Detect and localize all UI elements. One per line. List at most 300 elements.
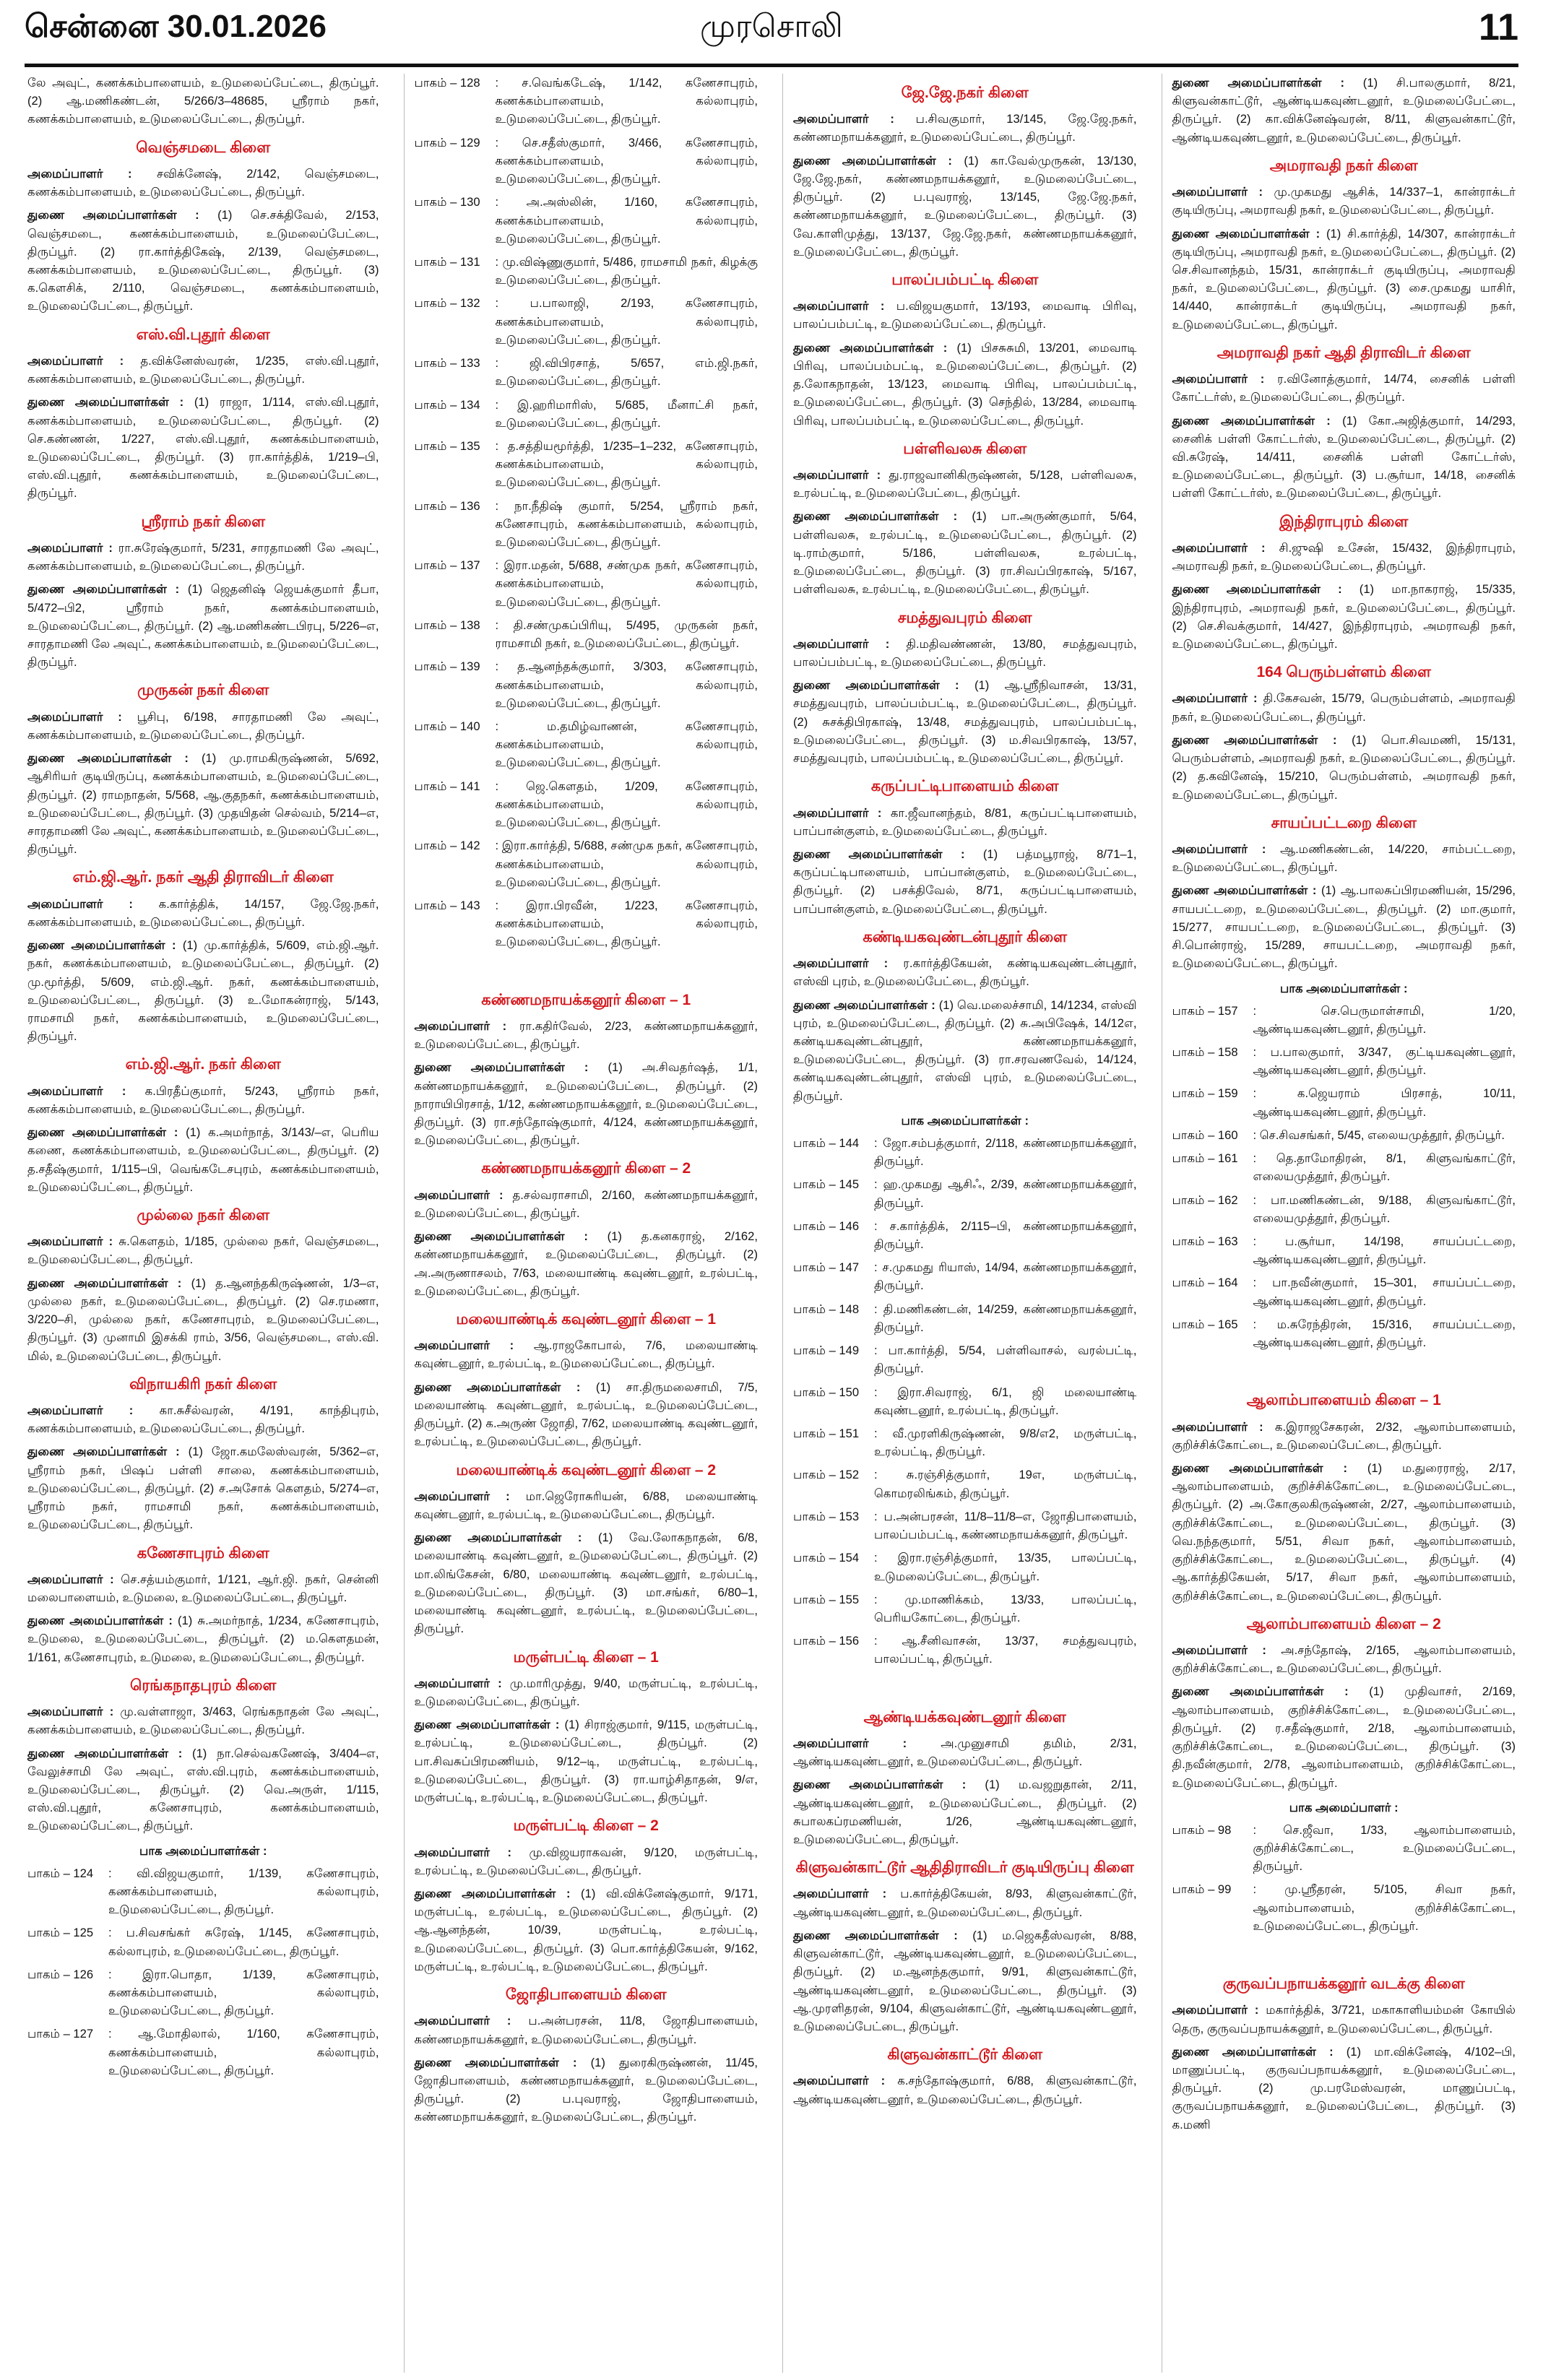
booth-number: பாகம் – 138	[414, 618, 480, 632]
booth-details: : இரா.சிவராஜ், 6/1, ஜி மலையாண்டி கவுண்டனூர், உரல்பட்டி, திருப்பூர்.	[874, 1385, 1137, 1417]
branch-section	[793, 440, 1137, 599]
branch-section	[793, 1708, 1137, 1849]
member-entry	[27, 708, 379, 744]
branch-section	[27, 1206, 379, 1365]
booth-details: : த.சத்தியமூர்த்தி, 1/235–1–232, கணேசாபுரம், கணக்கம்பாளையம், கல்லாபுரம், உடுமலைப்பேட்டை, திருப்பூர்.	[495, 438, 758, 490]
member-details: பூசிபு, 6/198, சாரதாமணி லே அவுட், கணக்கம்பாளையம், உடுமலைப்பேட்டை, திருப்பூர்.	[27, 709, 379, 742]
column-3	[782, 74, 1140, 2373]
member-entry	[1172, 840, 1516, 876]
role-label: துணை அமைப்பாளர்கள் :	[1172, 1684, 1349, 1699]
member-entry	[27, 749, 379, 858]
booth-details: : வி.விஜயகுமார், 1/139, கணேசாபுரம், கணக்கம்பாளையம், கல்லாபுரம், உடுமலைப்பேட்டை, திருப்பூர்.	[108, 1866, 379, 1917]
member-details: மு.மாரிமுத்து, 9/40, மருள்பட்டி, உரல்பட்டி, உடுமலைப்பேட்டை, திருப்பூர்.	[414, 1676, 758, 1708]
branch-section	[793, 2046, 1137, 2108]
booth-row	[793, 1341, 1137, 1377]
member-details: மு.முகமது ஆசிக், 14/337–1, கான்ராக்டர் குடியிருப்பு, அமராவதி நகர், உடுமலைப்பேட்டை, திருப்பூர்.	[1172, 185, 1516, 217]
member-entry	[793, 2072, 1137, 2108]
member-details: (1) வி.விக்னேஷ்குமார், 9/171, மருள்பட்டி, உரல்பட்டி, உடுமலைப்பேட்டை, திருப்பூர். (2) ஆ.ஆனந்தன், 10/39, மருள்பட்டி, உரல்பட்டி, உடுமலைப்பேட்டை, திருப்பூர். (3) பொ.கார்த்திகேயன், 9/162, மருள்பட்டி, உரல்பட்டி, உடுமலைப்பேட்டை, திருப்பூர்.	[414, 1887, 758, 1973]
role-label: அமைப்பாளர் :	[1172, 185, 1263, 199]
continued-text: லே அவுட், கணக்கம்பாளையம், உடுமலைப்பேட்டை, திருப்பூர். (2) ஆ.மணிகண்டன், 5/266/3–48685, ஸ்ரீராம் நகர், கணக்கம்பாளையம், உடுமலைப்பேட்டை, திருப்பூர்.	[27, 76, 379, 126]
booth-details: : இரா.கார்த்தி, 5/688, சண்முக நகர், கணேசாபுரம், கணக்கம்பாளையம், கல்லாபுரம், உடுமலைப்பேட்டை, திருப்பூர்.	[495, 839, 758, 889]
member-details: து.ராஜவானிகிருஷ்ணன், 5/128, பள்ளிவலசு, உரல்பட்டி, உடுமலைப்பேட்டை, திருப்பூர்.	[793, 468, 1137, 501]
booth-details: : அ.அஸ்லின், 1/160, கணேசாபுரம், கணக்கம்பாளையம், கல்லாபுரம், உடுமலைப்பேட்டை, திருப்பூர்.	[495, 195, 758, 246]
booth-number: பாகம் – 156	[793, 1634, 860, 1648]
role-label: துணை அமைப்பாளர்கள் :	[1172, 2044, 1334, 2059]
booth-details: : ஆ.மோதிலால், 1/160, கணேசாபுரம், கணக்கம்பாளையம், கல்லாபுரம், உடுமலைப்பேட்டை, திருப்பூர்.	[108, 2027, 379, 2077]
booth-number: பாகம் – 127	[27, 2027, 94, 2041]
role-label: அமைப்பாளர் :	[1172, 691, 1258, 706]
booth-number: பாகம் – 158	[1172, 1045, 1238, 1059]
member-entry	[1172, 183, 1516, 219]
role-label: அமைப்பாளர் :	[793, 805, 882, 820]
booth-details: : செ.சிவசங்கர், 5/45, எலையமுத்தூர், திருப்பூர்.	[1253, 1128, 1505, 1142]
branch-title: ஆண்டியக்கவுண்டனூர் கிளை	[863, 1708, 1066, 1726]
member-details: (1) மு.ராமகிருஷ்ணன், 5/692, ஆசிரியர் குடியிருப்பு, கணக்கம்பாளையம், உடுமலைப்பேட்டை, திருப்பூர். (2) ராமநாதன், 5/568, ஆ.குதநகர், கணக்கம்பாளையம், உடுமலைப்பேட்டை, திருப்பூர். (3) முதயிதன் செல்வம், 5/214–எ, சாரதாமணி லே அவுட், கணக்கம்பாளையம், உடுமலைப்பேட்டை, திருப்பூர்.	[27, 751, 379, 857]
branch-title: எம்.ஜி.ஆர். நகர் கிளை	[125, 1056, 281, 1073]
member-entry	[27, 1274, 379, 1365]
branch-section	[27, 1544, 379, 1666]
member-entry	[793, 339, 1137, 430]
booth-number: பாகம் – 139	[414, 659, 480, 674]
booth-number: பாகம் – 132	[414, 296, 480, 311]
member-details: மா.ஜெரோசுரியன், 6/88, மலையாண்டி கவுண்டனூர், உரல்பட்டி, உடுமலைப்பேட்டை, திருப்பூர்.	[414, 1489, 758, 1521]
member-details: (1) கோ.அஜித்குமார், 14/293, சைனிக் பள்ளி கோட்டர்ஸ், உடுமலைப்பேட்டை, திருப்பூர். (2) வி.சுரேஷ், 14/411, சைனிக் பள்ளி கோட்டர்ஸ், உடுமலைப்பேட்டை, திருப்பூர். (3) ப.சூர்யா, 14/18, சைனிக் பள்ளி கோட்டர்ஸ், உடுமலைப்பேட்டை, திருப்பூர்.	[1172, 413, 1516, 501]
member-entry	[793, 507, 1137, 598]
booth-details: : ஹ.முகமது ஆசிஃ, 2/39, கண்ணமநாயக்கனூர், திருப்பூர்.	[874, 1177, 1137, 1210]
role-label: அமைப்பாளர் :	[793, 2074, 886, 2088]
branch-title: 164 பெரும்பள்ளம் கிளை	[1256, 664, 1431, 681]
booth-details: : பா.கார்த்தி, 5/54, பள்ளிவாசல், வரல்பட்டி, திருப்பூர்.	[874, 1343, 1137, 1376]
booth-number: பாகம் – 137	[414, 558, 480, 573]
booth-details: : சு.ரஞ்சித்குமார், 19எ, மருள்பட்டி, கொமரலிங்கம், திருப்பூர்.	[874, 1468, 1137, 1500]
role-label: துணை அமைப்பாளர்கள் :	[1172, 226, 1321, 241]
role-label: துணை அமைப்பாளர்கள் :	[793, 509, 958, 524]
member-details: தி.கேசவன், 15/79, பெரும்பள்ளம், அமராவதி நகர், உடுமலைப்பேட்டை, திருப்பூர்.	[1172, 691, 1516, 724]
booth-details: : ப.சூர்யா, 14/198, சாயப்பட்டறை, ஆண்டியகவுண்டனூர், திருப்பூர்.	[1253, 1234, 1516, 1267]
booth-row	[1172, 1315, 1516, 1351]
booth-row	[793, 1507, 1137, 1544]
branch-section	[27, 326, 379, 503]
branch-title: அமராவதி நகர் கிளை	[1269, 157, 1418, 174]
booth-details: : ப.பாலாஜி, 2/193, கணேசாபுரம், கணக்கம்பாளையம், கல்லாபுரம், உடுமலைப்பேட்டை, திருப்பூர்.	[495, 296, 758, 347]
booth-number: பாகம் – 142	[414, 839, 480, 853]
member-details: மகார்த்திக், 3/721, மகாகாளியம்மன் கோயில் தெரு, குருவப்பநாயக்கனூர், உடுமலைப்பேட்டை, திருப்பூர்.	[1172, 2003, 1516, 2035]
member-details: (1) துரைகிருஷ்ணன், 11/45, ஜோதிபாளையம், கண்ணமநாயக்கனூர், உடுமலைப்பேட்டை, திருப்பூர். (2) ப.புவராஜ், ஜோதிபாளையம், கண்ணமநாயக்கனூர், உடுமலைப்பேட்டை, திருப்பூர்.	[414, 2055, 758, 2124]
member-details: (1) சி.கார்த்தி, 14/307, கான்ராக்டர் குடியிருப்பு, அமராவதி நகர், உடுமலைப்பேட்டை, திருப்பூர். (2) செ.சிவானந்தம், 15/31, கான்ராக்டர் குடியிருப்பு, அமராவதி நகர், உடுமலைப்பேட்டை, திருப்பூர். (3) சை.முகமது யாசிர், 14/440, கான்ராக்டர் குடியிருப்பு, அமராவதி நகர், உடுமலைப்பேட்டை, திருப்பூர்.	[1172, 226, 1516, 332]
branch-title: கணேசாபுரம் கிளை	[137, 1544, 269, 1562]
role-label: அமைப்பாளர் :	[27, 896, 133, 911]
member-details: மு.வள்ளாஜா, 3/463, ரெங்கநாதன் லே அவுட், கணக்கம்பாளையம், உடுமலைப்பேட்டை, திருப்பூர்.	[27, 1705, 379, 1737]
member-details: (1) வே.லோகநாதன், 6/8, மலையாண்டி கவுண்டனூர், உடுமலைப்பேட்டை, திருப்பூர். (2) மா.லிங்கேசன், 6/80, மலையாண்டி கவுண்டனூர், உரல்பட்டி, உடுமலைப்பேட்டை, திருப்பூர். (3) மா.சங்கர், 6/80–1, மலையாண்டி கவுண்டனூர், உரல்பட்டி, உடுமலைப்பேட்டை, திருப்பூர்.	[414, 1531, 758, 1636]
branch-title: இந்திராபுரம் கிளை	[1279, 513, 1409, 530]
branch-title: ஸ்ரீராம் நகர் கிளை	[141, 513, 266, 530]
branch-section	[1172, 513, 1516, 654]
role-label: துணை அமைப்பாளர்கள் :	[414, 1718, 560, 1732]
member-entry	[1172, 1418, 1516, 1454]
branch-title: சமத்துவபுரம் கிளை	[897, 609, 1032, 626]
member-details: ரா.கதிர்வேல், 2/23, கண்ணமநாயக்கனூர், உடுமலைப்பேட்டை, திருப்பூர்.	[414, 1018, 758, 1052]
member-entry	[27, 1744, 379, 1835]
branch-section	[27, 1676, 379, 1835]
member-entry	[793, 804, 1137, 840]
branch-title: ஆலாம்பாளையம் கிளை – 1	[1246, 1392, 1441, 1409]
member-entry	[793, 1926, 1137, 2035]
booth-row	[793, 1175, 1137, 1211]
member-entry	[27, 539, 379, 575]
branch-title: மலையாண்டிக் கவுண்டனூர் கிளை – 2	[456, 1461, 717, 1479]
booth-details: : க.ஜெயராம் பிரசாத், 10/11, ஆண்டியகவுண்டனூர், திருப்பூர்.	[1253, 1086, 1516, 1119]
role-label: அமைப்பாளர் :	[1172, 842, 1266, 857]
branch-section	[1172, 663, 1516, 804]
branch-section	[415, 1461, 758, 1638]
role-label: அமைப்பாளர் :	[1172, 1419, 1263, 1434]
branch-section	[27, 513, 379, 672]
booth-number: பாகம் – 165	[1172, 1317, 1238, 1331]
member-details: ப.அன்பரசன், 11/8, ஜோதிபாளையம், கண்ணமநாயக்கனூர், உடுமலைப்பேட்டை, திருப்பூர்.	[414, 2014, 758, 2046]
member-details: (1) மா.நாகராஜ், 15/335, இந்திராபுரம், அமராவதி நகர், உடுமலைப்பேட்டை, திருப்பூர். (2) செ.சிவக்குமார், 14/427, இந்திராபுரம், அமராவதி நகர், உடுமலைப்பேட்டை, திருப்பூர்.	[1172, 582, 1516, 651]
booth-details: : செ.பெருமாள்சாமி, 1/20, ஆண்டியகவுண்டனூர், திருப்பூர்.	[1253, 1003, 1516, 1036]
member-entry	[793, 1775, 1137, 1848]
booth-row	[793, 1258, 1137, 1294]
booth-number: பாகம் – 129	[414, 135, 480, 150]
member-entry	[793, 954, 1137, 990]
role-label: துணை அமைப்பாளர்கள் :	[793, 998, 935, 1012]
role-label: துணை அமைப்பாளர்கள் :	[793, 678, 959, 693]
booth-heading: பாக அமைப்பாளர்கள் :	[901, 1113, 1029, 1128]
role-label: துணை அமைப்பாளர்கள் :	[1172, 582, 1342, 597]
branch-section	[27, 139, 379, 316]
booth-number: பாகம் – 134	[414, 397, 480, 412]
member-entry	[1172, 1641, 1516, 1677]
branch-section	[27, 681, 379, 858]
branch-title: ஜோதிபாளையம் கிளை	[505, 1986, 667, 2004]
branch-section	[793, 271, 1137, 430]
booth-row	[1172, 1880, 1516, 1935]
role-label: அமைப்பாளர் :	[1172, 2003, 1259, 2017]
booth-details: : தி.மணிகண்டன், 14/259, கண்ணமநாயக்கனூர், திருப்பூர்.	[874, 1302, 1137, 1334]
member-entry	[793, 1884, 1137, 1921]
member-entry	[415, 1528, 758, 1637]
booth-row	[27, 1864, 379, 1919]
member-details: (1) மா.விக்னேஷ், 4/102–பி, மாணுப்பட்டி, குருவப்பநாயக்கனூர், உடுமலைப்பேட்டை, திருப்பூர். (2) மு.பரமேஸ்வரன், மாணுப்பட்டி, குருவப்பநாயக்கனூர், உடுமலைப்பேட்டை, திருப்பூர். (3) க.மணி	[1172, 2044, 1516, 2132]
booth-row	[793, 1424, 1137, 1461]
booth-details: : ச.வெங்கடேஷ், 1/142, கணேசாபுரம், கணக்கம்பாளையம், கல்லாபுரம், உடுமலைப்பேட்டை, திருப்பூர்.	[495, 76, 758, 126]
booth-row	[793, 1632, 1137, 1668]
member-details: தி.மதிவண்ணன், 13/80, சமத்துவபுரம், பாலப்பம்பட்டி, உடுமலைப்பேட்டை, திருப்பூர்.	[793, 636, 1137, 670]
member-details: (1) கா.வேல்முருகன், 13/130, ஜே.ஜே.நகர், கண்ணமநாயக்கனூர், உடுமலைப்பேட்டை, திருப்பூர். (2) ப.புவராஜ், 13/145, ஜே.ஜே.நகர், கண்ணமநாயக்கனூர், உடுமலைப்பேட்டை, திருப்பூர். (3) வே.காளிமுத்து, 13/137, ஜே.ஜே.நகர், கண்ணமநாயக்கனூர், உடுமலைப்பேட்டை, திருப்பூர்.	[793, 153, 1137, 259]
member-details: ப.சிவகுமார், 13/145, ஜே.ஜே.நகர், கண்ணமநாயக்கனூர், உடுமலைப்பேட்டை, திருப்பூர்.	[793, 112, 1137, 144]
column-2	[404, 74, 761, 2373]
member-entry	[415, 1843, 758, 1879]
booth-row	[415, 616, 758, 652]
role-label: துணை அமைப்பாளர்கள் :	[27, 1614, 173, 1628]
booth-row	[793, 1591, 1137, 1627]
branch-section	[793, 777, 1137, 918]
role-label: துணை அமைப்பாளர்கள் :	[414, 1531, 582, 1545]
booth-row	[415, 134, 758, 189]
booth-number: பாகம் – 160	[1172, 1128, 1238, 1142]
booth-number: பாகம் – 153	[793, 1509, 860, 1523]
booth-row	[415, 74, 758, 129]
member-details: ரா.சுரேஷ்குமார், 5/231, சாரதாமணி லே அவுட், கணக்கம்பாளையம், உடுமலைப்பேட்டை, திருப்பூர்.	[27, 540, 379, 574]
member-entry	[415, 1884, 758, 1976]
booth-row	[1172, 1149, 1516, 1185]
booth-details: : ப.அன்பரசன், 11/8–11/8–எ, ஜோதிபாளையம், பாலப்பம்பட்டி, கண்ணமநாயக்கனூர், திருப்பூர்.	[874, 1509, 1137, 1542]
branch-title: கிளுவன்காட்டூர் கிளை	[887, 2046, 1043, 2064]
booth-row	[415, 396, 758, 432]
member-entry	[415, 1058, 758, 1149]
branch-title: ஆலாம்பாளையம் கிளை – 2	[1246, 1615, 1441, 1632]
member-details: க.சந்தோஷ்குமார், 6/88, கிளுவன்காட்டூர், ஆண்டியகவுண்டனூர், உடுமலைப்பேட்டை, திருப்பூர்.	[793, 2074, 1137, 2106]
booth-number: பாகம் – 154	[793, 1551, 860, 1565]
member-entry	[27, 1570, 379, 1606]
booth-row	[1172, 1043, 1516, 1079]
booth-number: பாகம் – 152	[793, 1468, 860, 1482]
booth-number: பாகம் – 136	[414, 498, 480, 513]
role-label: அமைப்பாளர் :	[27, 1705, 114, 1719]
role-label: அமைப்பாளர் :	[27, 540, 113, 555]
role-label: துணை அமைப்பாளர்கள் :	[27, 1445, 180, 1459]
booth-details: : தி.சண்முகப்பிரியு, 5/495, முருகன் நகர், ராமசாமி நகர், உடுமலைப்பேட்டை, திருப்பூர்.	[495, 618, 758, 651]
booth-number: பாகம் – 149	[793, 1343, 860, 1358]
member-details: (1) சி.பாலகுமார், 8/21, கிளுவன்காட்டூர், ஆண்டியகவுண்டனூர், உடுமலைப்பேட்டை, திருப்பூர். (2) கா.விக்னேஷ்வரன், 8/11, கிளுவன்காட்டூர், ஆண்டியகவுண்டனூர், உடுமலைப்பேட்டை, திருப்பூர்.	[1172, 76, 1516, 144]
spacer	[793, 1674, 1137, 1698]
booth-row	[415, 294, 758, 349]
member-details: (1) ஆ.பாலசுப்பிரமணியன், 15/296, சாயபட்டறை, உடுமலைப்பேட்டை, திருப்பூர். (2) மா.குமார், 15/277, சாயபட்டறை, உடுமலைப்பேட்டை, திருப்பூர். (3) சி.பொன்ராஜ், 15/289, சாயபட்டறை, அமராவதி நகர், உடுமலைப்பேட்டை, திருப்பூர்.	[1172, 883, 1516, 971]
member-entry	[27, 936, 379, 1045]
member-entry	[27, 393, 379, 502]
booth-row	[793, 1466, 1137, 1502]
member-entry	[415, 1715, 758, 1806]
branch-section	[27, 1055, 379, 1196]
booth-details: : செ.ஜீவா, 1/33, ஆலாம்பாளையம், குறிச்சிக்கோட்டை, உடுமலைப்பேட்டை, திருப்பூர்.	[1253, 1822, 1516, 1874]
member-entry	[415, 1674, 758, 1710]
booth-row	[793, 1300, 1137, 1336]
member-details: அ.முனுசாமி தமிம், 2/31, ஆண்டியகவுண்டனூர், உடுமலைப்பேட்டை, திருப்பூர்.	[793, 1736, 1137, 1769]
booth-heading: பாக அமைப்பாளர்கள் :	[139, 1843, 267, 1858]
branch-title: எஸ்.வி.புதூர் கிளை	[136, 326, 270, 343]
branch-title: முருகன் நகர் கிளை	[137, 682, 269, 699]
member-details: (1) நா.செல்வகணேஷ், 3/404–எ, வேலுச்சாமி லே அவுட், எஸ்.வி.புரம், கணக்கம்பாளையம், உடுமலைப்பேட்டை, திருப்பூர். (2) வெ.அருள், 1/115, எஸ்.வி.புதூர், கணேசாபுரம், கணக்கம்பாளையம், உடுமலைப்பேட்டை, திருப்பூர்.	[27, 1746, 379, 1833]
member-details: சவிக்னேஷ், 2/142, வெஞ்சமடை, கணக்கம்பாளையம், உடுமலைப்பேட்டை, திருப்பூர்.	[27, 166, 379, 199]
booth-row	[793, 1549, 1137, 1585]
column-4	[1162, 74, 1519, 2373]
member-entry	[415, 1487, 758, 1523]
booth-number: பாகம் – 163	[1172, 1234, 1238, 1248]
member-details: கா.சுசீல்வரன், 4/191, காந்திபுரம், கணக்கம்பாளையம், உடுமலைப்பேட்டை, திருப்பூர்.	[27, 1403, 379, 1436]
member-entry	[1172, 2043, 1516, 2134]
member-details: ஆ.மணிகண்டன், 14/220, சாம்பட்டறை, உடுமலைப்பேட்டை, திருப்பூர்.	[1172, 842, 1516, 875]
booth-details: : இரா.மதன், 5/688, சண்முக நகர், கணேசாபுரம், கணக்கம்பாளையம், கல்லாபுரம், உடுமலைப்பேட்டை, திருப்பூர்.	[495, 558, 758, 609]
role-label: துணை அமைப்பாளர்கள் :	[793, 1928, 958, 1942]
booth-number: பாகம் – 155	[793, 1592, 860, 1606]
member-details: (1) மு.கார்த்திக், 5/609, எம்.ஜி.ஆர். நகர், கணக்கம்பாளையம், உடுமலைப்பேட்டை, திருப்பூர். (2) மு.மூர்த்தி, 5/609, எம்.ஜி.ஆர். நகர், கணக்கம்பாளையம், உடுமலைப்பேட்டை, திருப்பூர். (3) உ.மோகன்ராஜ், 5/143, ராமசாமி நகர், கணக்கம்பாளையம், உடுமலைப்பேட்டை, திருப்பூர்.	[27, 938, 379, 1044]
member-entry	[793, 466, 1137, 502]
member-entry	[1172, 539, 1516, 575]
booth-row	[415, 777, 758, 832]
column-1	[25, 74, 382, 2373]
role-label: அமைப்பாளர் :	[27, 1234, 113, 1249]
member-details: ப.விஜயகுமார், 13/193, மைவாடி பிரிவு, பாலப்பம்பட்டி, உடுமலைப்பேட்டை, திருப்பூர்.	[793, 299, 1137, 332]
role-label: துணை அமைப்பாளர்கள் :	[414, 1380, 581, 1394]
booth-row	[1172, 1126, 1516, 1144]
branch-section	[415, 1648, 758, 1807]
role-label: அமைப்பாளர் :	[793, 468, 881, 483]
role-label: துணை அமைப்பாளர்கள் :	[27, 938, 176, 953]
member-entry	[27, 1123, 379, 1196]
member-entry	[27, 165, 379, 201]
member-entry	[415, 1378, 758, 1451]
booth-row	[27, 1965, 379, 2020]
role-label: அமைப்பாளர் :	[27, 166, 132, 181]
member-entry	[793, 635, 1137, 671]
branch-section	[793, 928, 1137, 1105]
spacer	[1172, 1356, 1516, 1381]
booth-row	[793, 1134, 1137, 1170]
booth-details: : ஜெ.கௌதம், 1/209, கணேசாபுரம், கணக்கம்பாளையம், கல்லாபுரம், உடுமலைப்பேட்டை, திருப்பூர்.	[495, 779, 758, 830]
booth-number: பாகம் – 135	[414, 438, 480, 453]
member-details: சு.கௌதம், 1/185, முல்லை நகர், வெஞ்சமடை, உடுமலைப்பேட்டை, திருப்பூர்.	[27, 1234, 379, 1267]
member-details: க.இராஜசேகரன், 2/32, ஆலாம்பாளையம், குறிச்சிக்கோட்டை, உடுமலைப்பேட்டை, திருப்பூர்.	[1172, 1419, 1516, 1452]
role-label: துணை அமைப்பாளர்கள் :	[414, 1060, 589, 1075]
booth-number: பாகம் – 164	[1172, 1276, 1238, 1290]
member-entry	[415, 1186, 758, 1222]
branch-title: மருள்பட்டி கிளை – 1	[513, 1648, 659, 1666]
branch-title: சாயப்பட்டறை கிளை	[1271, 814, 1417, 831]
member-entry	[793, 676, 1137, 767]
role-label: துணை அமைப்பாளர்கள் :	[1172, 732, 1337, 747]
branch-section	[27, 1375, 379, 1534]
member-details: ர.கார்த்திகேயன், கண்டியகவுண்டன்புதூர், எஸ்வி புரம், உடுமலைப்பேட்டை, திருப்பூர்.	[793, 956, 1137, 989]
member-details: ர.வினோத்குமார், 14/74, சைனிக் பள்ளி கோட்டர்ஸ், உடுமலைப்பேட்டை, திருப்பூர்.	[1172, 372, 1516, 404]
member-details: (1) த.ஆனந்தகிருஷ்ணன், 1/3–எ, முல்லை நகர், உடுமலைப்பேட்டை, திருப்பூர். (2) செ.ரமணா, 3/220–சி, முல்லை நகர், கணேசாபுரம், உடுமலைப்பேட்டை, திருப்பூர். (3) முனாமி இசக்கி ராம், 3/56, வெஞ்சமடை, எஸ்.வி. மில், உடுமலைப்பேட்டை, திருப்பூர்.	[27, 1276, 379, 1363]
member-entry	[27, 1232, 379, 1268]
role-label: துணை அமைப்பாளர்கள் :	[1172, 413, 1331, 428]
booth-number: பாகம் – 148	[793, 1302, 860, 1316]
member-details: மு.விஜயராகவன், 9/120, மருள்பட்டி, உரல்பட்டி, உடுமலைப்பேட்டை, திருப்பூர்.	[414, 1845, 758, 1877]
role-label: அமைப்பாளர் :	[793, 299, 885, 313]
member-entry	[1172, 689, 1516, 725]
member-details: ப.கார்த்திகேயன், 8/93, கிளுவன்காட்டூர், ஆண்டியகவுண்டனூர், உடுமலைப்பேட்டை, திருப்பூர்.	[793, 1887, 1137, 1919]
role-label: அமைப்பாளர் :	[414, 1187, 503, 1202]
booth-number: பாகம் – 99	[1172, 1882, 1232, 1897]
member-entry	[1172, 412, 1516, 503]
branch-title: முல்லை நகர் கிளை	[137, 1207, 270, 1224]
role-label: அமைப்பாளர் :	[414, 1845, 511, 1859]
role-label: துணை அமைப்பாளர்கள் :	[27, 751, 189, 766]
booth-row	[1172, 1232, 1516, 1268]
member-entry	[793, 297, 1137, 333]
role-label: அமைப்பாளர் :	[27, 709, 122, 724]
member-details: (1) வெ.மலைச்சாமி, 14/1234, எஸ்வி புரம், உடுமலைப்பேட்டை, திருப்பூர். (2) சு.அபிஷேக், 14/12எ, கண்டியகவுண்டன்புதூர், கண்ணமநாயக்கனூர், உடுமலைப்பேட்டை, திருப்பூர். (3) ரா.சரவணவேல், 14/124, கண்டியகவுண்டன்புதூர், எஸ்வி புரம், உடுமலைப்பேட்டை, திருப்பூர்.	[793, 998, 1137, 1103]
branch-section	[415, 1310, 758, 1451]
member-details: க.பிரதீப்குமார், 5/243, ஸ்ரீராம் நகர், கணக்கம்பாளையம், உடுமலைப்பேட்டை, திருப்பூர்.	[27, 1083, 379, 1116]
booth-details: : ப.சிவசங்கர் சுரேஷ், 1/145, கணேசாபுரம், கல்லாபுரம், உடுமலைப்பேட்டை, திருப்பூர்.	[108, 1926, 379, 1958]
member-details: (1) ம.துரைராஜ், 2/17, ஆலாம்பாளையம், குறிச்சிக்கோட்டை, உடுமலைப்பேட்டை, திருப்பூர். (2) அ.கோகுலகிருஷ்ணன், 2/27, ஆலாம்பாளையம், குறிச்சிக்கோட்டை, உடுமலைப்பேட்டை, திருப்பூர். (3) வெ.நந்தகுமார், 5/51, சிவா நகர், ஆலாம்பாளையம், குறிச்சிக்கோட்டை, உடுமலைப்பேட்டை, திருப்பூர். (4) ஆ.கார்த்திகேயன், 5/17, சிவா நகர், ஆலாம்பாளையம், குறிச்சிக்கோட்டை, உடுமலைப்பேட்டை, திருப்பூர்.	[1172, 1461, 1516, 1603]
branch-section	[1172, 1615, 1516, 1792]
member-entry	[27, 1442, 379, 1533]
booth-row	[1172, 1084, 1516, 1120]
booth-number: பாகம் – 151	[793, 1426, 860, 1440]
role-label: அமைப்பாளர் :	[793, 956, 889, 971]
role-label: அமைப்பாளர் :	[1172, 540, 1266, 555]
member-details: (1) ஜெதனிஷ் ஜெயக்குமார் தீபா, 5/472–பி2, ஸ்ரீராம் நகர், கணக்கம்பாளையம், உடுமலைப்பேட்டை, திருப்பூர். (2) ஆ.மணிகண்டபிரபு, 5/226–எ, சாரதாமணி லே அவுட், கணக்கம்பாளையம், உடுமலைப்பேட்டை, திருப்பூர்.	[27, 582, 379, 670]
booth-number: பாகம் – 161	[1172, 1151, 1238, 1166]
booth-details: : இரா.பிரவீன், 1/223, கணேசாபுரம், கணக்கம்பாளையம், கல்லாபுரம், உடுமலைப்பேட்டை, திருப்பூர்.	[495, 898, 758, 949]
branch-title: அமராவதி நகர் ஆதி திராவிடர் கிளை	[1216, 344, 1471, 361]
booth-row	[27, 1924, 379, 1960]
member-entry	[1172, 1459, 1516, 1605]
member-entry	[27, 1611, 379, 1666]
role-label: துணை அமைப்பாளர்கள் :	[793, 847, 965, 862]
booth-row	[415, 717, 758, 772]
member-entry	[27, 352, 379, 388]
branch-section	[415, 1817, 758, 1976]
booth-details: : த.ஆனந்தக்குமார், 3/303, கணேசாபுரம், கணக்கம்பாளையம், கல்லாபுரம், உடுமலைப்பேட்டை, திருப்பூர்.	[495, 659, 758, 710]
member-entry	[27, 895, 379, 931]
role-label: துணை அமைப்பாளர்கள் :	[27, 1276, 182, 1290]
role-label: துணை அமைப்பாளர்கள் :	[414, 1887, 571, 1900]
booth-row	[1172, 1191, 1516, 1227]
spacer	[1172, 1940, 1516, 1965]
member-details: சி.ஜுஷி உசேன், 15/432, இந்திராபுரம், அமராவதி நகர், உடுமலைப்பேட்டை, திருப்பூர்.	[1172, 540, 1516, 574]
article-columns	[25, 74, 1518, 2373]
member-entry	[793, 110, 1137, 146]
role-label: துணை அமைப்பாளர்கள் :	[27, 1746, 183, 1760]
role-label: அமைப்பாளர் :	[414, 1338, 514, 1353]
booth-details: : ஆ.சீனிவாசன், 13/37, சமத்துவபுரம், பாலப்பட்டி, திருப்பூர்.	[874, 1634, 1137, 1666]
branch-section	[793, 609, 1137, 768]
branch-title: பாலப்பம்பட்டி கிளை	[891, 272, 1039, 288]
booth-row	[1172, 1273, 1516, 1310]
booth-row	[793, 1217, 1137, 1253]
branch-title: கிளுவன்காட்டூர் ஆதிதிராவிடர் குடியிருப்பு கிளை	[795, 1859, 1134, 1877]
booth-row	[415, 253, 758, 289]
branch-section	[1172, 344, 1516, 503]
branch-section	[793, 84, 1137, 261]
role-label: அமைப்பாளர் :	[27, 1403, 134, 1418]
booth-details: : ச.கார்த்திக், 2/115–பி, கண்ணமநாயக்கனூர், திருப்பூர்.	[874, 1219, 1137, 1251]
booth-number: பாகம் – 147	[793, 1260, 860, 1275]
role-label: அமைப்பாளர் :	[414, 1018, 507, 1033]
member-entry	[1172, 2001, 1516, 2037]
role-label: அமைப்பாளர் :	[414, 1676, 502, 1690]
branch-section	[1172, 1975, 1516, 2134]
member-entry	[27, 580, 379, 671]
booth-details: : மு.விஷ்ணுகுமார், 5/486, ராமசாமி நகர், கிழக்கு உடுமலைப்பேட்டை, திருப்பூர்.	[495, 254, 758, 287]
branch-section	[793, 1858, 1137, 2035]
booth-row	[415, 896, 758, 951]
booth-details: : மு.மாணிக்கம், 13/33, பாலப்பட்டி, பெரியகோட்டை, திருப்பூர்.	[874, 1592, 1137, 1624]
booth-details: : மு.ஸ்ரீதரன், 5/105, சிவா நகர், ஆலாம்பாளையம், குறிச்சிக்கோட்டை, உடுமலைப்பேட்டை, திருப்பூர்.	[1253, 1882, 1516, 1933]
page-number: 11	[1479, 7, 1518, 48]
booth-details: : தெ.தாமோதிரன், 8/1, கிளுவங்காட்டூர், எலையமுத்தூர், திருப்பூர்.	[1253, 1151, 1516, 1184]
booth-row	[1172, 1002, 1516, 1038]
branch-title: கண்ணமநாயக்கனூர் கிளை – 2	[481, 1160, 691, 1177]
booth-number: பாகம் – 144	[793, 1135, 860, 1150]
member-details: (1) க.அமர்நாத், 3/143/–எ, பெரிய கணை, கணக்கம்பாளையம், உடுமலைப்பேட்டை, திருப்பூர். (2) த.சதீஷ்குமார், 1/115–பி, வெங்கடேசபுரம், கணக்கம்பாளையம், உடுமலைப்பேட்டை, திருப்பூர்.	[27, 1125, 379, 1194]
branch-section	[1172, 157, 1516, 334]
booth-number: பாகம் – 159	[1172, 1086, 1238, 1101]
member-details: (1) பொ.சிவமணி, 15/131, பெரும்பள்ளம், அமராவதி நகர், உடுமலைப்பேட்டை, திருப்பூர். (2) த.கவினேஷ், 15/210, பெரும்பள்ளம், அமராவதி நகர், உடுமலைப்பேட்டை, திருப்பூர்.	[1172, 732, 1516, 802]
booth-number: பாகம் – 162	[1172, 1193, 1238, 1207]
member-entry	[793, 845, 1137, 918]
booth-number: பாகம் – 140	[414, 719, 480, 733]
member-details: (1) ம.ஜெகதீஸ்வரன், 8/88, கிளுவன்காட்டூர், ஆண்டியகவுண்டனூர், உடுமலைப்பேட்டை, திருப்பூர். (2) ம.ஆனந்தகுமார், 9/91, கிளுவன்காட்டூர், ஆண்டியகவுண்டனூர், உடுமலைப்பேட்டை, திருப்பூர். (3) ஆ.முரளிதரன், 9/104, கிளுவன்காட்டூர், ஆண்டியகவுண்டனூர், உடுமலைப்பேட்டை, திருப்பூர்.	[793, 1928, 1137, 2033]
role-label: அமைப்பாளர் :	[27, 1083, 126, 1098]
branch-section	[1172, 1391, 1516, 1604]
booth-row	[1172, 1821, 1516, 1876]
